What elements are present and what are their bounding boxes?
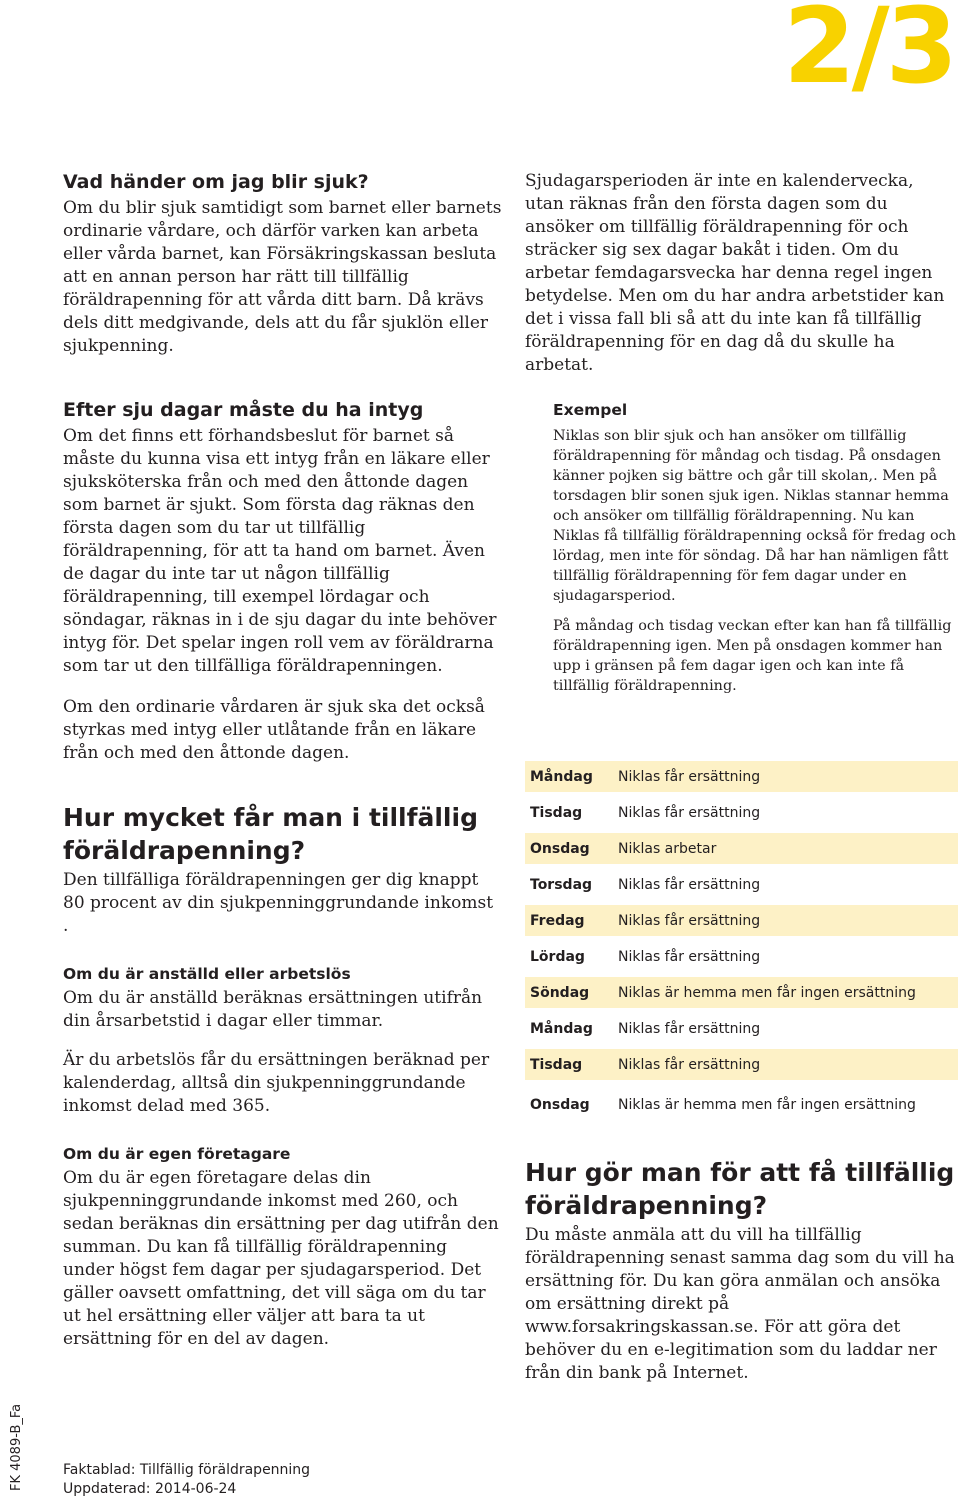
paragraph-how-to-apply: Du måste anmäla att du vill ha tillfällig föräldrapenning senast samma dag som du vill ha ersättning för. Du kan göra anmälan och ansöka om ersättning direkt på www.forsakringskassan.se. För att göra det behöver du en e-legitimation som du laddar ner från din bank på Internet. xyxy=(525,1225,955,1383)
day-status: Niklas får ersättning xyxy=(618,1020,761,1037)
day-row xyxy=(525,1013,958,1044)
day-table xyxy=(525,761,958,1125)
day-status: Niklas får ersättning xyxy=(618,876,761,893)
day-name: Onsdag xyxy=(530,1096,590,1113)
heading-employed: Om du är anställd eller arbetslös xyxy=(63,965,351,983)
example-heading: Exempel xyxy=(553,401,628,419)
day-name: Söndag xyxy=(530,984,590,1001)
footer-title: Faktablad: Tillfällig föräldrapenning xyxy=(63,1462,311,1478)
day-status: Niklas får ersättning xyxy=(618,1056,761,1073)
day-row xyxy=(525,905,958,936)
footer xyxy=(63,1461,310,1499)
heading-certificate: Efter sju dagar måste du ha intyg xyxy=(63,399,424,421)
day-row xyxy=(525,869,958,900)
example-box xyxy=(553,400,957,696)
day-status: Niklas får ersättning xyxy=(618,768,761,785)
heading-sick: Vad händer om jag blir sjuk? xyxy=(63,171,369,193)
day-status: Niklas är hemma men får ingen ersättning xyxy=(618,984,916,1001)
paragraph-how-much: Den tillfälliga föräldrapenningen ger dig knappt 80 procent av din sjukpenninggrundande inkomst . xyxy=(63,870,494,936)
day-row xyxy=(525,977,958,1008)
day-row xyxy=(525,1089,958,1120)
paragraph-seven-day-period: Sjudagarsperioden är inte en kalendervecka, utan räknas från den första dagen som du ansöker om tillfällig föräldrapenning för och sträcker sig sex dagar bakåt i tiden. Om du arbetar femdagarsvecka har denna regel ingen betydelse. Men om du har andra arbetstider kan det i vissa fall bli så att du inte kan få tillfällig föräldrapenning för en dag då du skulle ha arbetat. xyxy=(525,171,945,375)
day-status: Niklas får ersättning xyxy=(618,948,761,965)
paragraph-employed: Om du är anställd beräknas ersättningen utifrån din årsarbetstid i dagar eller timmar. xyxy=(63,988,483,1031)
paragraph-sick: Om du blir sjuk samtidigt som barnet eller barnets ordinarie vårdare, och därför varken kan arbeta eller vårda barnet, kan Försäkringskassan besluta att en annan person har rätt till tillfällig föräldrapenning för att vårda ditt barn. Då krävs dels ditt medgivande, dels att du får sjuklön eller sjukpenning. xyxy=(63,198,502,356)
day-name: Tisdag xyxy=(530,804,583,821)
example-paragraph-1: Niklas son blir sjuk och han ansöker om tillfällig föräldrapenning för måndag och tisdag. På onsdagen känner pojken sig bättre och går till skolan,. Men på torsdagen blir sonen sjuk igen. Niklas stannar hemma och ansöker om tillfällig föräldrapenning. Nu kan Niklas få tillfällig föräldrapenning också för fredag och lördag, men inte för söndag. Då har han nämligen fått tillfällig föräldrapenning för fem dagar under en sjudagarsperiod. xyxy=(553,428,956,604)
example-paragraph-2: På måndag och tisdag veckan efter kan han få tillfällig föräldrapenning igen. Men på onsdagen kommer han upp i gränsen på fem dagar igen och kan inte få tillfällig föräldrapenning. xyxy=(553,618,952,694)
paragraph-certificate-2: Om den ordinarie vårdaren är sjuk ska det också styrkas med intyg eller utlåtande från en läkare från och med den åttonde dagen. xyxy=(63,697,485,763)
day-row xyxy=(525,797,958,828)
day-name: Måndag xyxy=(530,1020,593,1037)
left-column xyxy=(63,170,503,1351)
day-row xyxy=(525,761,958,792)
page-number: 2/3 xyxy=(783,0,954,107)
apply-section xyxy=(525,1156,955,1385)
day-name: Lördag xyxy=(530,948,585,965)
paragraph-certificate-1: Om det finns ett förhandsbeslut för barnet så måste du kunna visa ett intyg från en läkare eller sjuksköterska från och med den åttonde dagen som barnet är sjukt. Som första dag räknas den första dagen som du tar ut tillfällig föräldrapenning, för att ta hand om barnet. Även de dagar du inte tar ut någon tillfällig föräldrapenning, till exempel lördagar och söndagar, räknas in i de sju dagar du inte behöver intyg för. Det spelar ingen roll vem av föräldrarna som tar ut den tillfälliga föräldrapenningen. xyxy=(63,426,497,676)
paragraph-self-employed: Om du är egen företagare delas din sjukpenninggrundande inkomst med 260, och sedan beräknas din ersättning per dag utifrån den summan. Du kan få tillfällig föräldrapenning under högst fem dagar per sjudagarsperiod. Det gäller oavsett omfattning, det vill säga om du tar ut hel ersättning eller väljer att bara ta ut ersättning för en del av dagen. xyxy=(63,1168,499,1349)
day-name: Tisdag xyxy=(530,1056,583,1073)
heading-how-to-apply: Hur gör man för att få tillfällig föräldrapenning? xyxy=(525,1158,955,1220)
day-status: Niklas arbetar xyxy=(618,840,717,857)
day-name: Fredag xyxy=(530,912,585,929)
day-name: Torsdag xyxy=(530,876,593,893)
day-row xyxy=(525,833,958,864)
day-status: Niklas får ersättning xyxy=(618,804,761,821)
day-name: Onsdag xyxy=(530,840,590,857)
right-column xyxy=(525,170,957,696)
day-name: Måndag xyxy=(530,768,593,785)
heading-self-employed: Om du är egen företagare xyxy=(63,1145,291,1163)
form-code: FK 4089-B_Fa xyxy=(9,1403,24,1491)
heading-how-much: Hur mycket får man i tillfällig föräldrapenning? xyxy=(63,803,478,865)
day-row xyxy=(525,1049,958,1080)
paragraph-unemployed: Är du arbetslös får du ersättningen beräknad per kalenderdag, alltså din sjukpenninggrundande inkomst delad med 365. xyxy=(63,1050,490,1116)
day-status: Niklas får ersättning xyxy=(618,912,761,929)
footer-updated: Uppdaterad: 2014-06-24 xyxy=(63,1481,237,1497)
day-row xyxy=(525,941,958,972)
day-status: Niklas är hemma men får ingen ersättning xyxy=(618,1096,916,1113)
